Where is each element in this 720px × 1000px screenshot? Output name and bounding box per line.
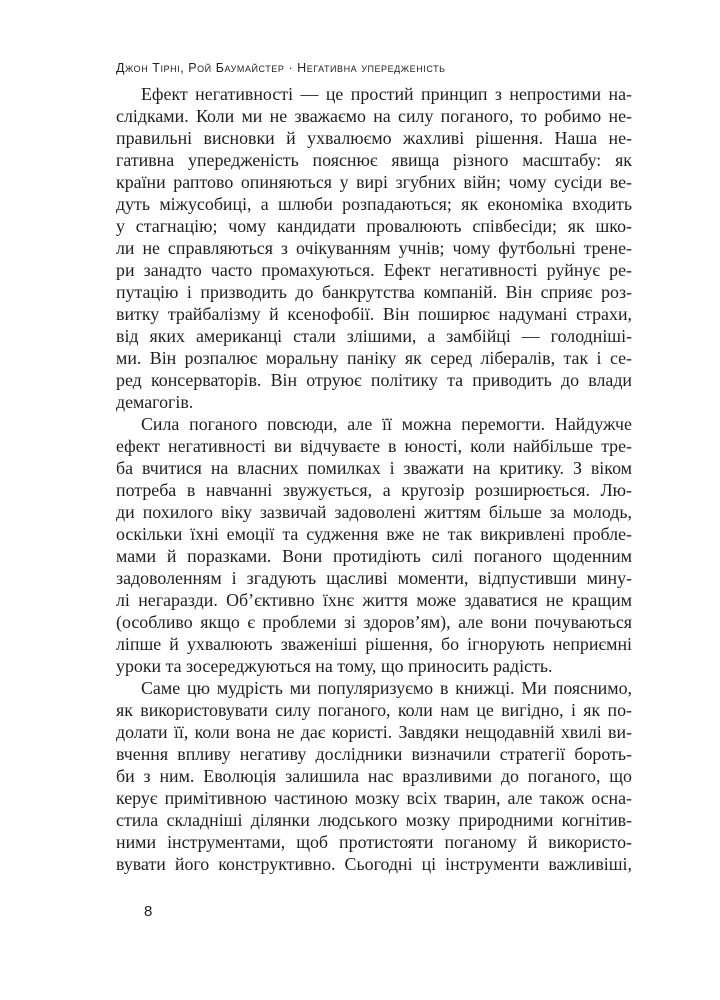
text-line: Сила поганого повсюди, але її можна перемогти. Найдужче [141,414,632,434]
body-text [116,83,632,875]
text-line: як використовувати силу поганого, коли нам це вигідно, і як по- [116,700,632,720]
text-line: ми. Він розпалює моральну паніку як серед лібералів, так і се- [116,348,632,368]
paragraph [116,413,632,677]
text-line: ри занадто часто промахуються. Ефект негативності руйнує ре- [116,260,632,280]
text-line: від яких американці стали злішими, а замбійці — голоднiші- [116,326,632,346]
text-line: оскільки їхні емоції та судження вже не так викривлені пробле- [116,524,632,544]
text-line: правильні висновки й ухвалюємо жахливі рішення. Наша не- [116,128,632,148]
text-line: задоволенням і згадують щасливі моменти, відпустивши мину- [116,568,632,588]
text-line: дуть міжусобиці, а шлюби розпадаються; як економіка входить [116,194,632,214]
text-line: путацію і призводить до банкрутства компаній. Він сприяє роз- [116,282,632,302]
text-line: демагогів. [116,392,194,412]
text-line: ди похилого віку зазвичай задоволені життям більше за молодь, [116,502,632,522]
page-number: 8 [144,903,153,920]
text-line: Саме цю мудрість ми популяризуємо в книжці. Ми пояснимо, [141,678,632,698]
paragraph [116,677,632,875]
text-line: би з ним. Еволюція залишила нас вразливими до поганого, що [116,766,632,786]
text-line: гативна упередженість пояснює явища різного масштабу: як [116,150,632,170]
running-head: Джон Тірні, Рой Баумайстер · Негативна упередженість [116,61,446,75]
text-line: (особливо якщо є проблеми зі здоров’ям), але вони почуваються [116,612,632,632]
text-line: ба вчитися на власних помилках і зважати на критику. З віком [116,458,632,478]
text-line: Ефект негативності — це простий принцип з непростими на- [141,84,632,104]
text-line: ред консерваторів. Він отруює політику та приводить до влади [116,370,632,390]
text-line: лі негаразди. Об’єктивно їхнє життя може здаватися не кращим [116,590,632,610]
text-line: ли не справляються з очікуванням учнів; чому футбольні трене- [116,238,632,258]
text-line: вувати його конструктивно. Сьогодні ці інструменти важливіші, [116,854,632,874]
text-line: ефект негативності ви відчуваєте в юності, коли найбільше тре- [116,436,632,456]
text-line: країни раптово опиняються у вирі згубних війн; чому сусіди ве- [116,172,632,192]
text-line: витку трайбалізму й ксенофобії. Він поширює надумані страхи, [116,304,632,324]
text-line: ліпше й ухвалюють зваженіші рішення, бо ігнорують неприємні [116,634,632,654]
text-line: уроки та зосереджуються на тому, що приносить радість. [116,656,553,676]
text-line: мами й поразками. Вони протидіють силі поганого щоденним [116,546,632,566]
paragraph [116,83,632,413]
text-line: у стагнацію; чому кандидати провалюють співбесіди; як шко- [116,216,632,236]
text-line: слідками. Коли ми не зважаємо на силу поганого, то робимо не- [116,106,632,126]
text-line: потреба в навчанні звужується, а кругозір розширюється. Лю- [116,480,632,500]
text-line: долати її, коли вона не дає користі. Завдяки нещодавній хвилі ви- [116,722,632,742]
text-line: керує примітивною частиною мозку всіх тварин, але також осна- [116,788,632,808]
text-line: вчення впливу негативу дослідники визначили стратегії бороть- [116,744,632,764]
text-line: стила складніші ділянки людського мозку природними когнітив- [116,810,632,830]
text-line: ними інструментами, щоб протистояти поганому й використо- [116,832,632,852]
